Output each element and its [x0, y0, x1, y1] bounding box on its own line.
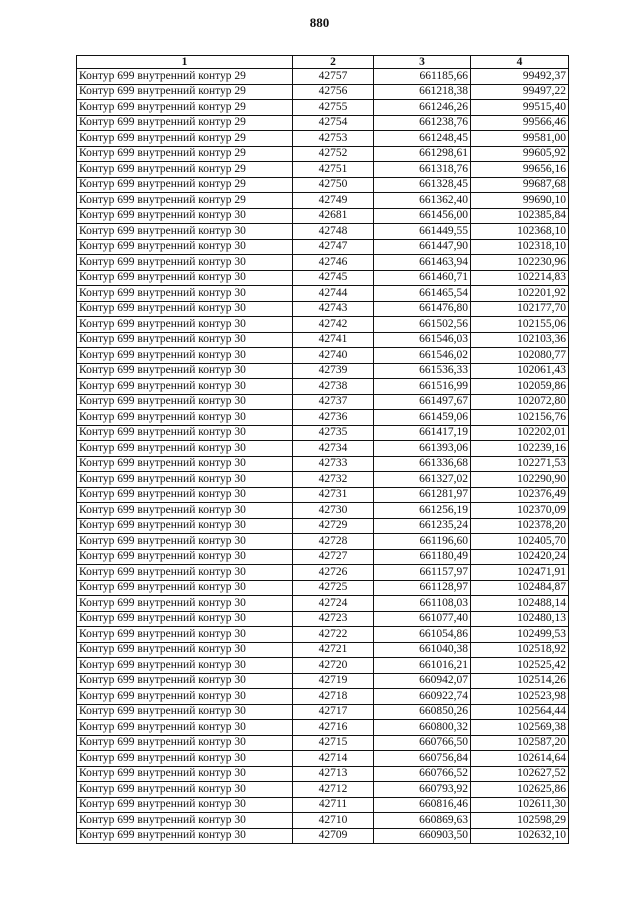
table-row — [77, 797, 569, 813]
table-row — [77, 503, 569, 519]
x-coordinate-cell: 661536,33 — [374, 363, 471, 379]
table-row — [77, 208, 569, 224]
table-row — [77, 611, 569, 627]
contour-name-cell: Контур 699 внутренний контур 30 — [77, 503, 293, 519]
contour-name-cell: Контур 699 внутренний контур 30 — [77, 751, 293, 767]
contour-name-cell: Контур 699 внутренний контур 30 — [77, 301, 293, 317]
table-row — [77, 177, 569, 193]
x-coordinate-cell: 661128,97 — [374, 580, 471, 596]
x-coordinate-cell: 661318,76 — [374, 162, 471, 178]
x-coordinate-cell: 660850,26 — [374, 704, 471, 720]
point-number-cell: 42735 — [293, 425, 374, 441]
x-coordinate-cell: 661546,03 — [374, 332, 471, 348]
header-row — [77, 56, 569, 69]
x-coordinate-cell: 661362,40 — [374, 193, 471, 209]
table-row — [77, 596, 569, 612]
table-row — [77, 162, 569, 178]
y-coordinate-cell: 102405,70 — [471, 534, 569, 550]
x-coordinate-cell: 661185,66 — [374, 69, 471, 85]
x-coordinate-cell: 661196,60 — [374, 534, 471, 550]
table-row — [77, 580, 569, 596]
contour-name-cell: Контур 699 внутренний контур 29 — [77, 69, 293, 85]
y-coordinate-cell: 102499,53 — [471, 627, 569, 643]
y-coordinate-cell: 102376,49 — [471, 487, 569, 503]
x-coordinate-cell: 660942,07 — [374, 673, 471, 689]
table-row — [77, 735, 569, 751]
point-number-cell: 42724 — [293, 596, 374, 612]
table-row — [77, 69, 569, 85]
point-number-cell: 42722 — [293, 627, 374, 643]
contour-name-cell: Контур 699 внутренний контур 30 — [77, 270, 293, 286]
contour-name-cell: Контур 699 внутренний контур 30 — [77, 317, 293, 333]
point-number-cell: 42713 — [293, 766, 374, 782]
point-number-cell: 42751 — [293, 162, 374, 178]
point-number-cell: 42723 — [293, 611, 374, 627]
point-number-cell: 42718 — [293, 689, 374, 705]
y-coordinate-cell: 99492,37 — [471, 69, 569, 85]
y-coordinate-cell: 102627,52 — [471, 766, 569, 782]
contour-name-cell: Контур 699 внутренний контур 30 — [77, 487, 293, 503]
y-coordinate-cell: 102271,53 — [471, 456, 569, 472]
point-number-cell: 42720 — [293, 658, 374, 674]
table-row — [77, 549, 569, 565]
contour-name-cell: Контур 699 внутренний контур 30 — [77, 286, 293, 302]
y-coordinate-cell: 102488,14 — [471, 596, 569, 612]
y-coordinate-cell: 102080,77 — [471, 348, 569, 364]
table-header — [77, 56, 569, 69]
x-coordinate-cell: 661546,02 — [374, 348, 471, 364]
point-number-cell: 42731 — [293, 487, 374, 503]
table-row — [77, 317, 569, 333]
contour-name-cell: Контур 699 внутренний контур 29 — [77, 193, 293, 209]
x-coordinate-cell: 661327,02 — [374, 472, 471, 488]
point-number-cell: 42725 — [293, 580, 374, 596]
x-coordinate-cell: 661447,90 — [374, 239, 471, 255]
x-coordinate-cell: 660869,63 — [374, 813, 471, 829]
point-number-cell: 42755 — [293, 100, 374, 116]
point-number-cell: 42753 — [293, 131, 374, 147]
column-header-1: 1 — [77, 56, 293, 69]
contour-name-cell: Контур 699 внутренний контур 29 — [77, 177, 293, 193]
contour-name-cell: Контур 699 внутренний контур 30 — [77, 735, 293, 751]
point-number-cell: 42717 — [293, 704, 374, 720]
y-coordinate-cell: 102370,09 — [471, 503, 569, 519]
y-coordinate-cell: 102072,80 — [471, 394, 569, 410]
y-coordinate-cell: 102239,16 — [471, 441, 569, 457]
contour-name-cell: Контур 699 внутренний контур 30 — [77, 720, 293, 736]
y-coordinate-cell: 102611,30 — [471, 797, 569, 813]
y-coordinate-cell: 102484,87 — [471, 580, 569, 596]
contour-name-cell: Контур 699 внутренний контур 30 — [77, 549, 293, 565]
point-number-cell: 42745 — [293, 270, 374, 286]
table-row — [77, 441, 569, 457]
contour-name-cell: Контур 699 внутренний контур 30 — [77, 565, 293, 581]
x-coordinate-cell: 660800,32 — [374, 720, 471, 736]
table-row — [77, 673, 569, 689]
point-number-cell: 42721 — [293, 642, 374, 658]
y-coordinate-cell: 102201,92 — [471, 286, 569, 302]
x-coordinate-cell: 661157,97 — [374, 565, 471, 581]
column-header-2: 2 — [293, 56, 374, 69]
y-coordinate-cell: 99497,22 — [471, 84, 569, 100]
contour-name-cell: Контур 699 внутренний контур 30 — [77, 689, 293, 705]
contour-name-cell: Контур 699 внутренний контур 30 — [77, 410, 293, 426]
contour-name-cell: Контур 699 внутренний контур 30 — [77, 704, 293, 720]
point-number-cell: 42734 — [293, 441, 374, 457]
x-coordinate-cell: 661497,67 — [374, 394, 471, 410]
y-coordinate-cell: 102177,70 — [471, 301, 569, 317]
x-coordinate-cell: 660922,74 — [374, 689, 471, 705]
point-number-cell: 42710 — [293, 813, 374, 829]
point-number-cell: 42733 — [293, 456, 374, 472]
contour-name-cell: Контур 699 внутренний контур 30 — [77, 580, 293, 596]
table-row — [77, 456, 569, 472]
x-coordinate-cell: 661238,76 — [374, 115, 471, 131]
y-coordinate-cell: 102385,84 — [471, 208, 569, 224]
y-coordinate-cell: 102587,20 — [471, 735, 569, 751]
y-coordinate-cell: 99515,40 — [471, 100, 569, 116]
table-body — [77, 69, 569, 844]
contour-name-cell: Контур 699 внутренний контур 30 — [77, 658, 293, 674]
point-number-cell: 42715 — [293, 735, 374, 751]
contour-name-cell: Контур 699 внутренний контур 30 — [77, 828, 293, 844]
table-row — [77, 518, 569, 534]
x-coordinate-cell: 661417,19 — [374, 425, 471, 441]
point-number-cell: 42711 — [293, 797, 374, 813]
contour-name-cell: Контур 699 внутренний контур 30 — [77, 394, 293, 410]
contour-name-cell: Контур 699 внутренний контур 29 — [77, 162, 293, 178]
contour-name-cell: Контур 699 внутренний контур 30 — [77, 348, 293, 364]
point-number-cell: 42749 — [293, 193, 374, 209]
x-coordinate-cell: 661463,94 — [374, 255, 471, 271]
point-number-cell: 42709 — [293, 828, 374, 844]
x-coordinate-cell: 661393,06 — [374, 441, 471, 457]
y-coordinate-cell: 99581,00 — [471, 131, 569, 147]
x-coordinate-cell: 660793,92 — [374, 782, 471, 798]
point-number-cell: 42736 — [293, 410, 374, 426]
point-number-cell: 42747 — [293, 239, 374, 255]
y-coordinate-cell: 102471,91 — [471, 565, 569, 581]
y-coordinate-cell: 102614,64 — [471, 751, 569, 767]
contour-name-cell: Контур 699 внутренний контур 30 — [77, 797, 293, 813]
contour-name-cell: Контур 699 внутренний контур 30 — [77, 239, 293, 255]
table-row — [77, 379, 569, 395]
table-row — [77, 286, 569, 302]
table-row — [77, 100, 569, 116]
point-number-cell: 42756 — [293, 84, 374, 100]
table-row — [77, 642, 569, 658]
x-coordinate-cell: 661016,21 — [374, 658, 471, 674]
y-coordinate-cell: 99687,68 — [471, 177, 569, 193]
contour-name-cell: Контур 699 внутренний контур 30 — [77, 456, 293, 472]
point-number-cell: 42712 — [293, 782, 374, 798]
point-number-cell: 42681 — [293, 208, 374, 224]
x-coordinate-cell: 660816,46 — [374, 797, 471, 813]
y-coordinate-cell: 99605,92 — [471, 146, 569, 162]
y-coordinate-cell: 102518,92 — [471, 642, 569, 658]
y-coordinate-cell: 102564,44 — [471, 704, 569, 720]
point-number-cell: 42730 — [293, 503, 374, 519]
x-coordinate-cell: 661218,38 — [374, 84, 471, 100]
point-number-cell: 42742 — [293, 317, 374, 333]
x-coordinate-cell: 661281,97 — [374, 487, 471, 503]
y-coordinate-cell: 102420,24 — [471, 549, 569, 565]
x-coordinate-cell: 661235,24 — [374, 518, 471, 534]
contour-name-cell: Контур 699 внутренний контур 30 — [77, 255, 293, 271]
x-coordinate-cell: 661180,49 — [374, 549, 471, 565]
contour-name-cell: Контур 699 внутренний контур 30 — [77, 627, 293, 643]
table-row — [77, 255, 569, 271]
point-number-cell: 42739 — [293, 363, 374, 379]
table-row — [77, 363, 569, 379]
contour-name-cell: Контур 699 внутренний контур 29 — [77, 100, 293, 116]
y-coordinate-cell: 102525,42 — [471, 658, 569, 674]
point-number-cell: 42754 — [293, 115, 374, 131]
x-coordinate-cell: 661449,55 — [374, 224, 471, 240]
y-coordinate-cell: 102318,10 — [471, 239, 569, 255]
y-coordinate-cell: 102061,43 — [471, 363, 569, 379]
contour-name-cell: Контур 699 внутренний контур 30 — [77, 782, 293, 798]
point-number-cell: 42728 — [293, 534, 374, 550]
point-number-cell: 42744 — [293, 286, 374, 302]
x-coordinate-cell: 660766,52 — [374, 766, 471, 782]
y-coordinate-cell: 99656,16 — [471, 162, 569, 178]
column-header-3: 3 — [374, 56, 471, 69]
x-coordinate-cell: 661336,68 — [374, 456, 471, 472]
table-row — [77, 193, 569, 209]
y-coordinate-cell: 102155,06 — [471, 317, 569, 333]
point-number-cell: 42746 — [293, 255, 374, 271]
x-coordinate-cell: 660766,50 — [374, 735, 471, 751]
contour-name-cell: Контур 699 внутренний контур 30 — [77, 472, 293, 488]
table-row — [77, 84, 569, 100]
y-coordinate-cell: 102290,90 — [471, 472, 569, 488]
y-coordinate-cell: 99690,10 — [471, 193, 569, 209]
y-coordinate-cell: 99566,46 — [471, 115, 569, 131]
x-coordinate-cell: 661246,26 — [374, 100, 471, 116]
point-number-cell: 42737 — [293, 394, 374, 410]
table-row — [77, 270, 569, 286]
x-coordinate-cell: 661465,54 — [374, 286, 471, 302]
table-row — [77, 782, 569, 798]
table-row — [77, 720, 569, 736]
contour-name-cell: Контур 699 внутренний контур 30 — [77, 673, 293, 689]
point-number-cell: 42741 — [293, 332, 374, 348]
x-coordinate-cell: 661108,03 — [374, 596, 471, 612]
table-row — [77, 348, 569, 364]
contour-name-cell: Контур 699 внутренний контур 30 — [77, 441, 293, 457]
x-coordinate-cell: 661256,19 — [374, 503, 471, 519]
coordinates-table — [76, 55, 569, 844]
y-coordinate-cell: 102569,38 — [471, 720, 569, 736]
y-coordinate-cell: 102632,10 — [471, 828, 569, 844]
point-number-cell: 42757 — [293, 69, 374, 85]
contour-name-cell: Контур 699 внутренний контур 30 — [77, 224, 293, 240]
contour-name-cell: Контур 699 внутренний контур 30 — [77, 642, 293, 658]
x-coordinate-cell: 661456,00 — [374, 208, 471, 224]
table-row — [77, 813, 569, 829]
table-row — [77, 332, 569, 348]
contour-name-cell: Контур 699 внутренний контур 30 — [77, 534, 293, 550]
column-header-4: 4 — [471, 56, 569, 69]
y-coordinate-cell: 102625,86 — [471, 782, 569, 798]
point-number-cell: 42729 — [293, 518, 374, 534]
x-coordinate-cell: 660903,50 — [374, 828, 471, 844]
table-row — [77, 704, 569, 720]
table-row — [77, 410, 569, 426]
table-row — [77, 534, 569, 550]
y-coordinate-cell: 102230,96 — [471, 255, 569, 271]
contour-name-cell: Контур 699 внутренний контур 30 — [77, 208, 293, 224]
y-coordinate-cell: 102156,76 — [471, 410, 569, 426]
point-number-cell: 42714 — [293, 751, 374, 767]
point-number-cell: 42732 — [293, 472, 374, 488]
table-row — [77, 224, 569, 240]
x-coordinate-cell: 661077,40 — [374, 611, 471, 627]
y-coordinate-cell: 102202,01 — [471, 425, 569, 441]
point-number-cell: 42738 — [293, 379, 374, 395]
point-number-cell: 42740 — [293, 348, 374, 364]
x-coordinate-cell: 660756,84 — [374, 751, 471, 767]
contour-name-cell: Контур 699 внутренний контур 30 — [77, 813, 293, 829]
table-row — [77, 115, 569, 131]
point-number-cell: 42727 — [293, 549, 374, 565]
x-coordinate-cell: 661054,86 — [374, 627, 471, 643]
contour-name-cell: Контур 699 внутренний контур 30 — [77, 332, 293, 348]
point-number-cell: 42748 — [293, 224, 374, 240]
y-coordinate-cell: 102514,26 — [471, 673, 569, 689]
table-row — [77, 828, 569, 844]
x-coordinate-cell: 661516,99 — [374, 379, 471, 395]
y-coordinate-cell: 102214,83 — [471, 270, 569, 286]
y-coordinate-cell: 102480,13 — [471, 611, 569, 627]
y-coordinate-cell: 102598,29 — [471, 813, 569, 829]
page-number: 880 — [309, 15, 330, 30]
table-row — [77, 239, 569, 255]
table-row — [77, 565, 569, 581]
table-row — [77, 131, 569, 147]
contour-name-cell: Контур 699 внутренний контур 30 — [77, 518, 293, 534]
contour-name-cell: Контур 699 внутренний контур 29 — [77, 84, 293, 100]
y-coordinate-cell: 102368,10 — [471, 224, 569, 240]
contour-name-cell: Контур 699 внутренний контур 30 — [77, 766, 293, 782]
y-coordinate-cell: 102523,98 — [471, 689, 569, 705]
table-row — [77, 689, 569, 705]
table-row — [77, 751, 569, 767]
table-row — [77, 627, 569, 643]
contour-name-cell: Контур 699 внутренний контур 30 — [77, 611, 293, 627]
y-coordinate-cell: 102378,20 — [471, 518, 569, 534]
point-number-cell: 42719 — [293, 673, 374, 689]
contour-name-cell: Контур 699 внутренний контур 29 — [77, 115, 293, 131]
point-number-cell: 42743 — [293, 301, 374, 317]
point-number-cell: 42750 — [293, 177, 374, 193]
table-row — [77, 766, 569, 782]
x-coordinate-cell: 661298,61 — [374, 146, 471, 162]
x-coordinate-cell: 661248,45 — [374, 131, 471, 147]
x-coordinate-cell: 661476,80 — [374, 301, 471, 317]
table-row — [77, 146, 569, 162]
table-row — [77, 425, 569, 441]
point-number-cell: 42716 — [293, 720, 374, 736]
point-number-cell: 42726 — [293, 565, 374, 581]
x-coordinate-cell: 661502,56 — [374, 317, 471, 333]
table-row — [77, 394, 569, 410]
x-coordinate-cell: 661459,06 — [374, 410, 471, 426]
point-number-cell: 42752 — [293, 146, 374, 162]
contour-name-cell: Контур 699 внутренний контур 30 — [77, 363, 293, 379]
x-coordinate-cell: 661040,38 — [374, 642, 471, 658]
table-row — [77, 487, 569, 503]
table-row — [77, 658, 569, 674]
y-coordinate-cell: 102059,86 — [471, 379, 569, 395]
table-row — [77, 301, 569, 317]
y-coordinate-cell: 102103,36 — [471, 332, 569, 348]
x-coordinate-cell: 661328,45 — [374, 177, 471, 193]
contour-name-cell: Контур 699 внутренний контур 30 — [77, 596, 293, 612]
contour-name-cell: Контур 699 внутренний контур 29 — [77, 146, 293, 162]
x-coordinate-cell: 661460,71 — [374, 270, 471, 286]
table-row — [77, 472, 569, 488]
contour-name-cell: Контур 699 внутренний контур 30 — [77, 379, 293, 395]
contour-name-cell: Контур 699 внутренний контур 30 — [77, 425, 293, 441]
contour-name-cell: Контур 699 внутренний контур 29 — [77, 131, 293, 147]
